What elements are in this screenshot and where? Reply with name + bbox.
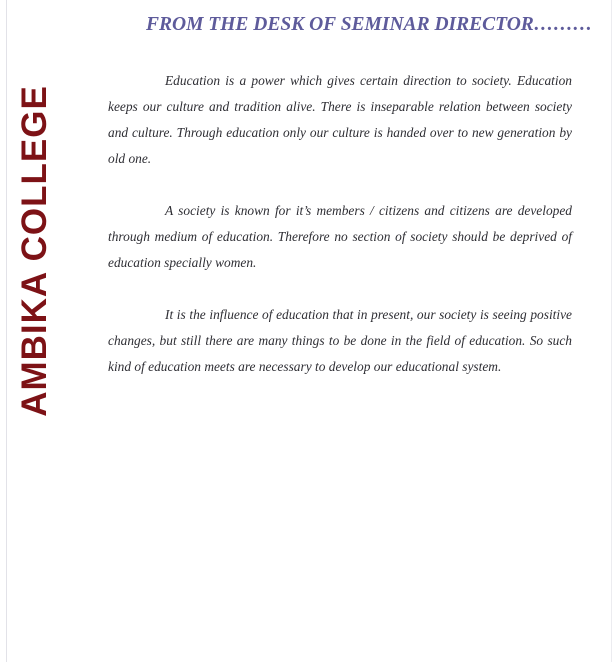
- page-right-border: [611, 0, 612, 662]
- paragraph-1: Education is a power which gives certain direction to society. Education keeps our culture and tradition alive. There is inseparable relation between society and culture. Through education only our culture is handed over to new generation by old one.: [108, 73, 572, 166]
- message-body: [108, 68, 572, 406]
- college-side-banner: [15, 75, 55, 427]
- college-name: AMBIKA COLLEGE: [15, 85, 54, 417]
- paragraph-2: A society is known for it’s members / citizens and citizens are developed through medium of education. Therefore no section of society should be deprived of education specially women.: [108, 203, 572, 270]
- paragraph-3: It is the influence of education that in present, our society is seeing positive changes, but still there are many things to be done in the field of education. So such kind of education meets are necessary to develop our educational system.: [108, 307, 572, 374]
- page-title: FROM THE DESK OF SEMINAR DIRECTOR………: [146, 14, 593, 35]
- page-left-border: [6, 0, 7, 662]
